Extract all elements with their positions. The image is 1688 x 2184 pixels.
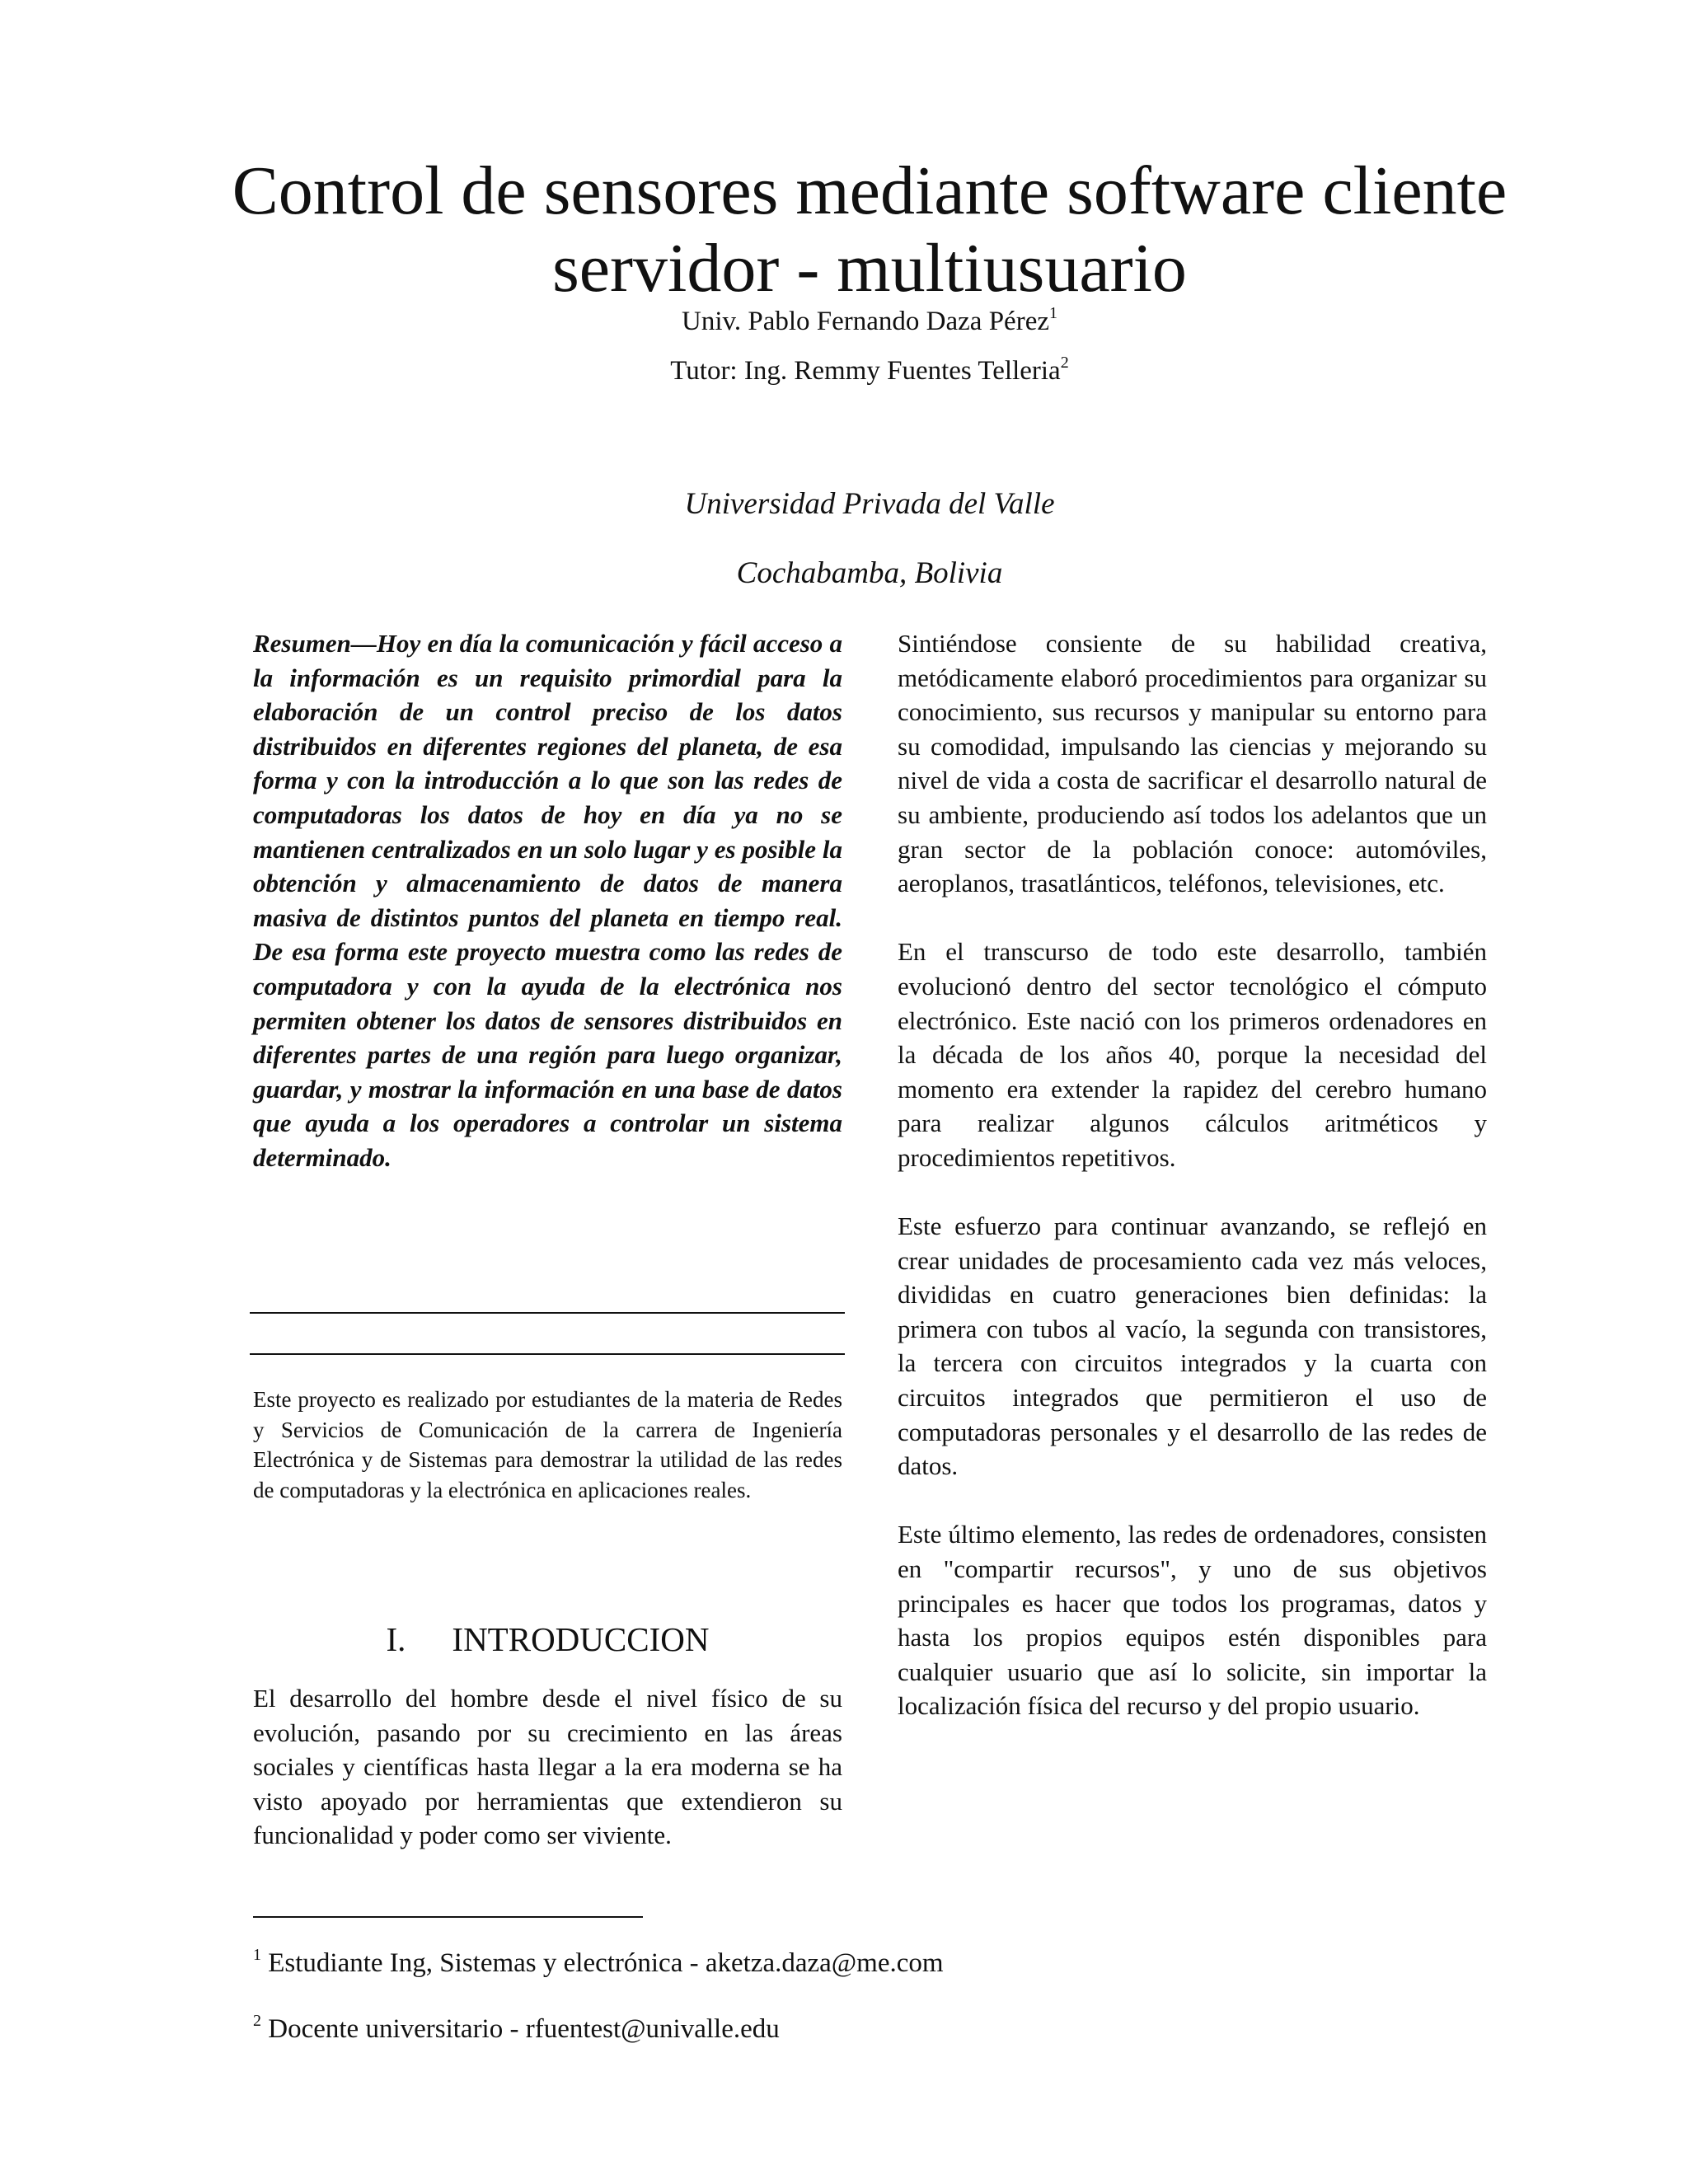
tutor-line (165, 356, 1574, 387)
author-line (165, 304, 1574, 337)
footnote-1 (253, 1948, 944, 1979)
tutor-footnote-mark: 2 (1060, 354, 1069, 372)
project-note: Este proyecto es realizado por estudiantes de la materia de Redes y Servicios de Comunicación de la carrera de Ingeniería Electrónica y de Sistemas para demostrar la utilidad de las redes de computadoras y la electrónica en aplicaciones reales. (253, 1387, 842, 1502)
left-column (253, 626, 842, 1175)
body-paragraph: Este último elemento, las redes de ordenadores, consisten en "compartir recursos", y uno de sus objetivos principales es hacer que todos los programas, datos y hasta los propios equipos estén disponibles para cualquier usuario que así lo solicite, sin importar la localización física del recurso y del propio usuario. (898, 1520, 1487, 1721)
body-paragraph: Este esfuerzo para continuar avanzando, se reflejó en crear unidades de procesamiento cada vez más veloces, divididas en cuatro generaciones bien definidas: la primera con tubos al vacío, la segunda con transistores, la tercera con circuitos integrados y la cuarta con circuitos integrados que permitieron el uso de computadoras personales y el desarrollo de las redes de datos. (898, 1212, 1487, 1481)
section-number: I. (386, 1620, 406, 1658)
author-footnote-mark: 1 (1048, 304, 1057, 322)
abstract: Resumen—Hoy en día la comunicación y fácil acceso a la información es un requisito primordial para la elaboración de un control preciso de los datos distribuidos en diferentes regiones del planeta, de esa forma y con la introducción a lo que son las redes de computadoras los datos de hoy en día ya no se mantienen centralizados en un solo lugar y es posible la obtención y almacenamiento de datos de manera masiva de distintos puntos del planeta en tiempo real. De esa forma este proyecto muestra como las redes de computadora y con la ayuda de la electrónica nos permiten obtener los datos de sensores distribuidos en diferentes partes de una región para luego organizar, guardar, y mostrar la información en una base de datos que ayuda a los operadores a controlar un sistema determinado. (253, 629, 842, 1172)
section-heading (253, 1619, 842, 1659)
intro-paragraph: El desarrollo del hombre desde el nivel físico de su evolución, pasando por su crecimiento en las áreas sociales y científicas hasta llegar a la era moderna se ha visto apoyado por herramientas que extendieron su funcionalidad y poder como ser viviente. (253, 1684, 842, 1850)
divider-line-bottom (250, 1353, 845, 1355)
section-title: INTRODUCCION (452, 1620, 710, 1658)
body-paragraph: En el transcurso de todo este desarrollo, también evolucionó dentro del sector tecnológico el cómputo electrónico. Este nació con los primeros ordenadores en la década de los años 40, porque la necesidad del momento era extender la rapidez del cerebro humano para realizar algunos cálculos aritméticos y procedimientos repetitivos. (898, 937, 1487, 1172)
footnote-separator (253, 1916, 643, 1918)
tutor-name: Tutor: Ing. Remmy Fuentes Telleria (670, 356, 1061, 386)
footnote-2 (253, 2014, 780, 2045)
footnote-text: Docente universitario - rfuentest@univalle.edu (268, 2014, 780, 2044)
footnote-mark: 2 (253, 2012, 261, 2030)
divider-line-top (250, 1312, 845, 1314)
paper-title: Control de sensores mediante software cliente servidor - multiusuario (232, 152, 1507, 307)
footnote-mark: 1 (253, 1946, 261, 1964)
footnote-text: Estudiante Ing, Sistemas y electrónica - aketza.daza@me.com (268, 1948, 944, 1978)
right-column (898, 626, 1487, 1723)
body-paragraph: Sintiéndose consiente de su habilidad creativa, metódicamente elaboró procedimientos para organizar su conocimiento, sus recursos y manipular su entorno para su comodidad, impulsando las ciencias y mejorando su nivel de vida a costa de sacrificar el desarrollo natural de su ambiente, produciendo así todos los adelantos que un gran sector de la población conoce: automóviles, aeroplanos, trasatlánticos, teléfonos, televisiones, etc. (898, 629, 1487, 898)
author-name: Univ. Pablo Fernando Daza Pérez (682, 307, 1049, 336)
affiliation-city: Cochabamba, Bolivia (736, 556, 1003, 590)
affiliation-university: Universidad Privada del Valle (684, 487, 1055, 521)
